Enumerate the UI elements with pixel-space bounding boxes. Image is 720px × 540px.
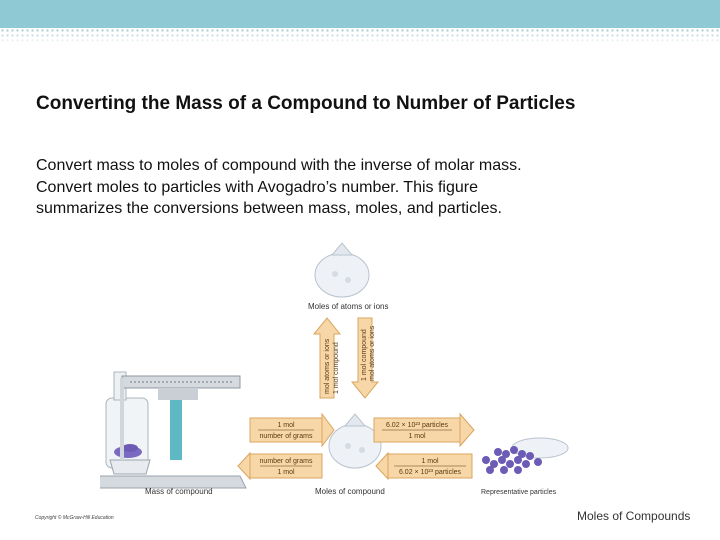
arrow-right-top-denominator: 1 mol — [408, 433, 426, 440]
body-line: Convert moles to particles with Avogadro’s number. This figure — [36, 178, 478, 196]
conversion-figure — [100, 238, 580, 500]
arrow-right-bottom-denominator: 6.02 × 10²³ particles — [398, 469, 462, 476]
atoms-bag-icon — [315, 243, 369, 297]
compound-bag-icon — [329, 414, 381, 468]
body-line: summarizes the conversions between mass, moles, and particles. — [36, 200, 502, 217]
particles-label: Representative particles — [481, 489, 557, 496]
moles-atoms-label: Moles of atoms or ions — [308, 302, 389, 311]
slide-body — [36, 155, 686, 220]
arrow-left-top-numerator: 1 mol — [277, 422, 295, 429]
header-band — [0, 0, 720, 28]
arrow-right-bottom — [376, 453, 472, 479]
arrow-down-numerator: 1 mol compound — [361, 329, 368, 381]
header-dot-fade — [0, 28, 720, 42]
moles-compound-label: Moles of compound — [315, 487, 385, 496]
arrow-right-top-numerator: 6.02 × 10²³ particles — [385, 422, 449, 429]
arrow-left-top — [250, 414, 334, 446]
mass-compound-label: Mass of compound — [145, 487, 213, 496]
arrow-up-numerator: mol atoms or ions — [324, 338, 331, 394]
balance-icon — [100, 372, 246, 488]
body-line: Convert mass to moles of compound with the inverse of molar mass. — [36, 157, 522, 174]
slide-title: Converting the Mass of a Compound to Number of Particles — [36, 93, 576, 114]
arrow-up-denominator: 1 mol compound — [333, 342, 340, 394]
slide-footer: Moles of Compounds — [577, 509, 691, 523]
arrow-up — [314, 318, 340, 398]
arrow-left-bottom — [238, 453, 322, 479]
arrow-right-top — [374, 414, 474, 446]
arrow-left-bottom-denominator: 1 mol — [277, 469, 295, 476]
conversion-diagram — [100, 238, 580, 500]
arrow-right-bottom-numerator: 1 mol — [421, 458, 439, 465]
copyright-notice: Copyright © McGraw-Hill Education — [35, 515, 114, 521]
arrow-left-bottom-numerator: number of grams — [259, 458, 313, 465]
arrow-down — [352, 318, 378, 398]
arrow-down-denominator: mol atoms or ions — [369, 325, 376, 381]
arrow-left-top-denominator: number of grams — [259, 433, 313, 440]
particles-icon — [482, 438, 568, 474]
